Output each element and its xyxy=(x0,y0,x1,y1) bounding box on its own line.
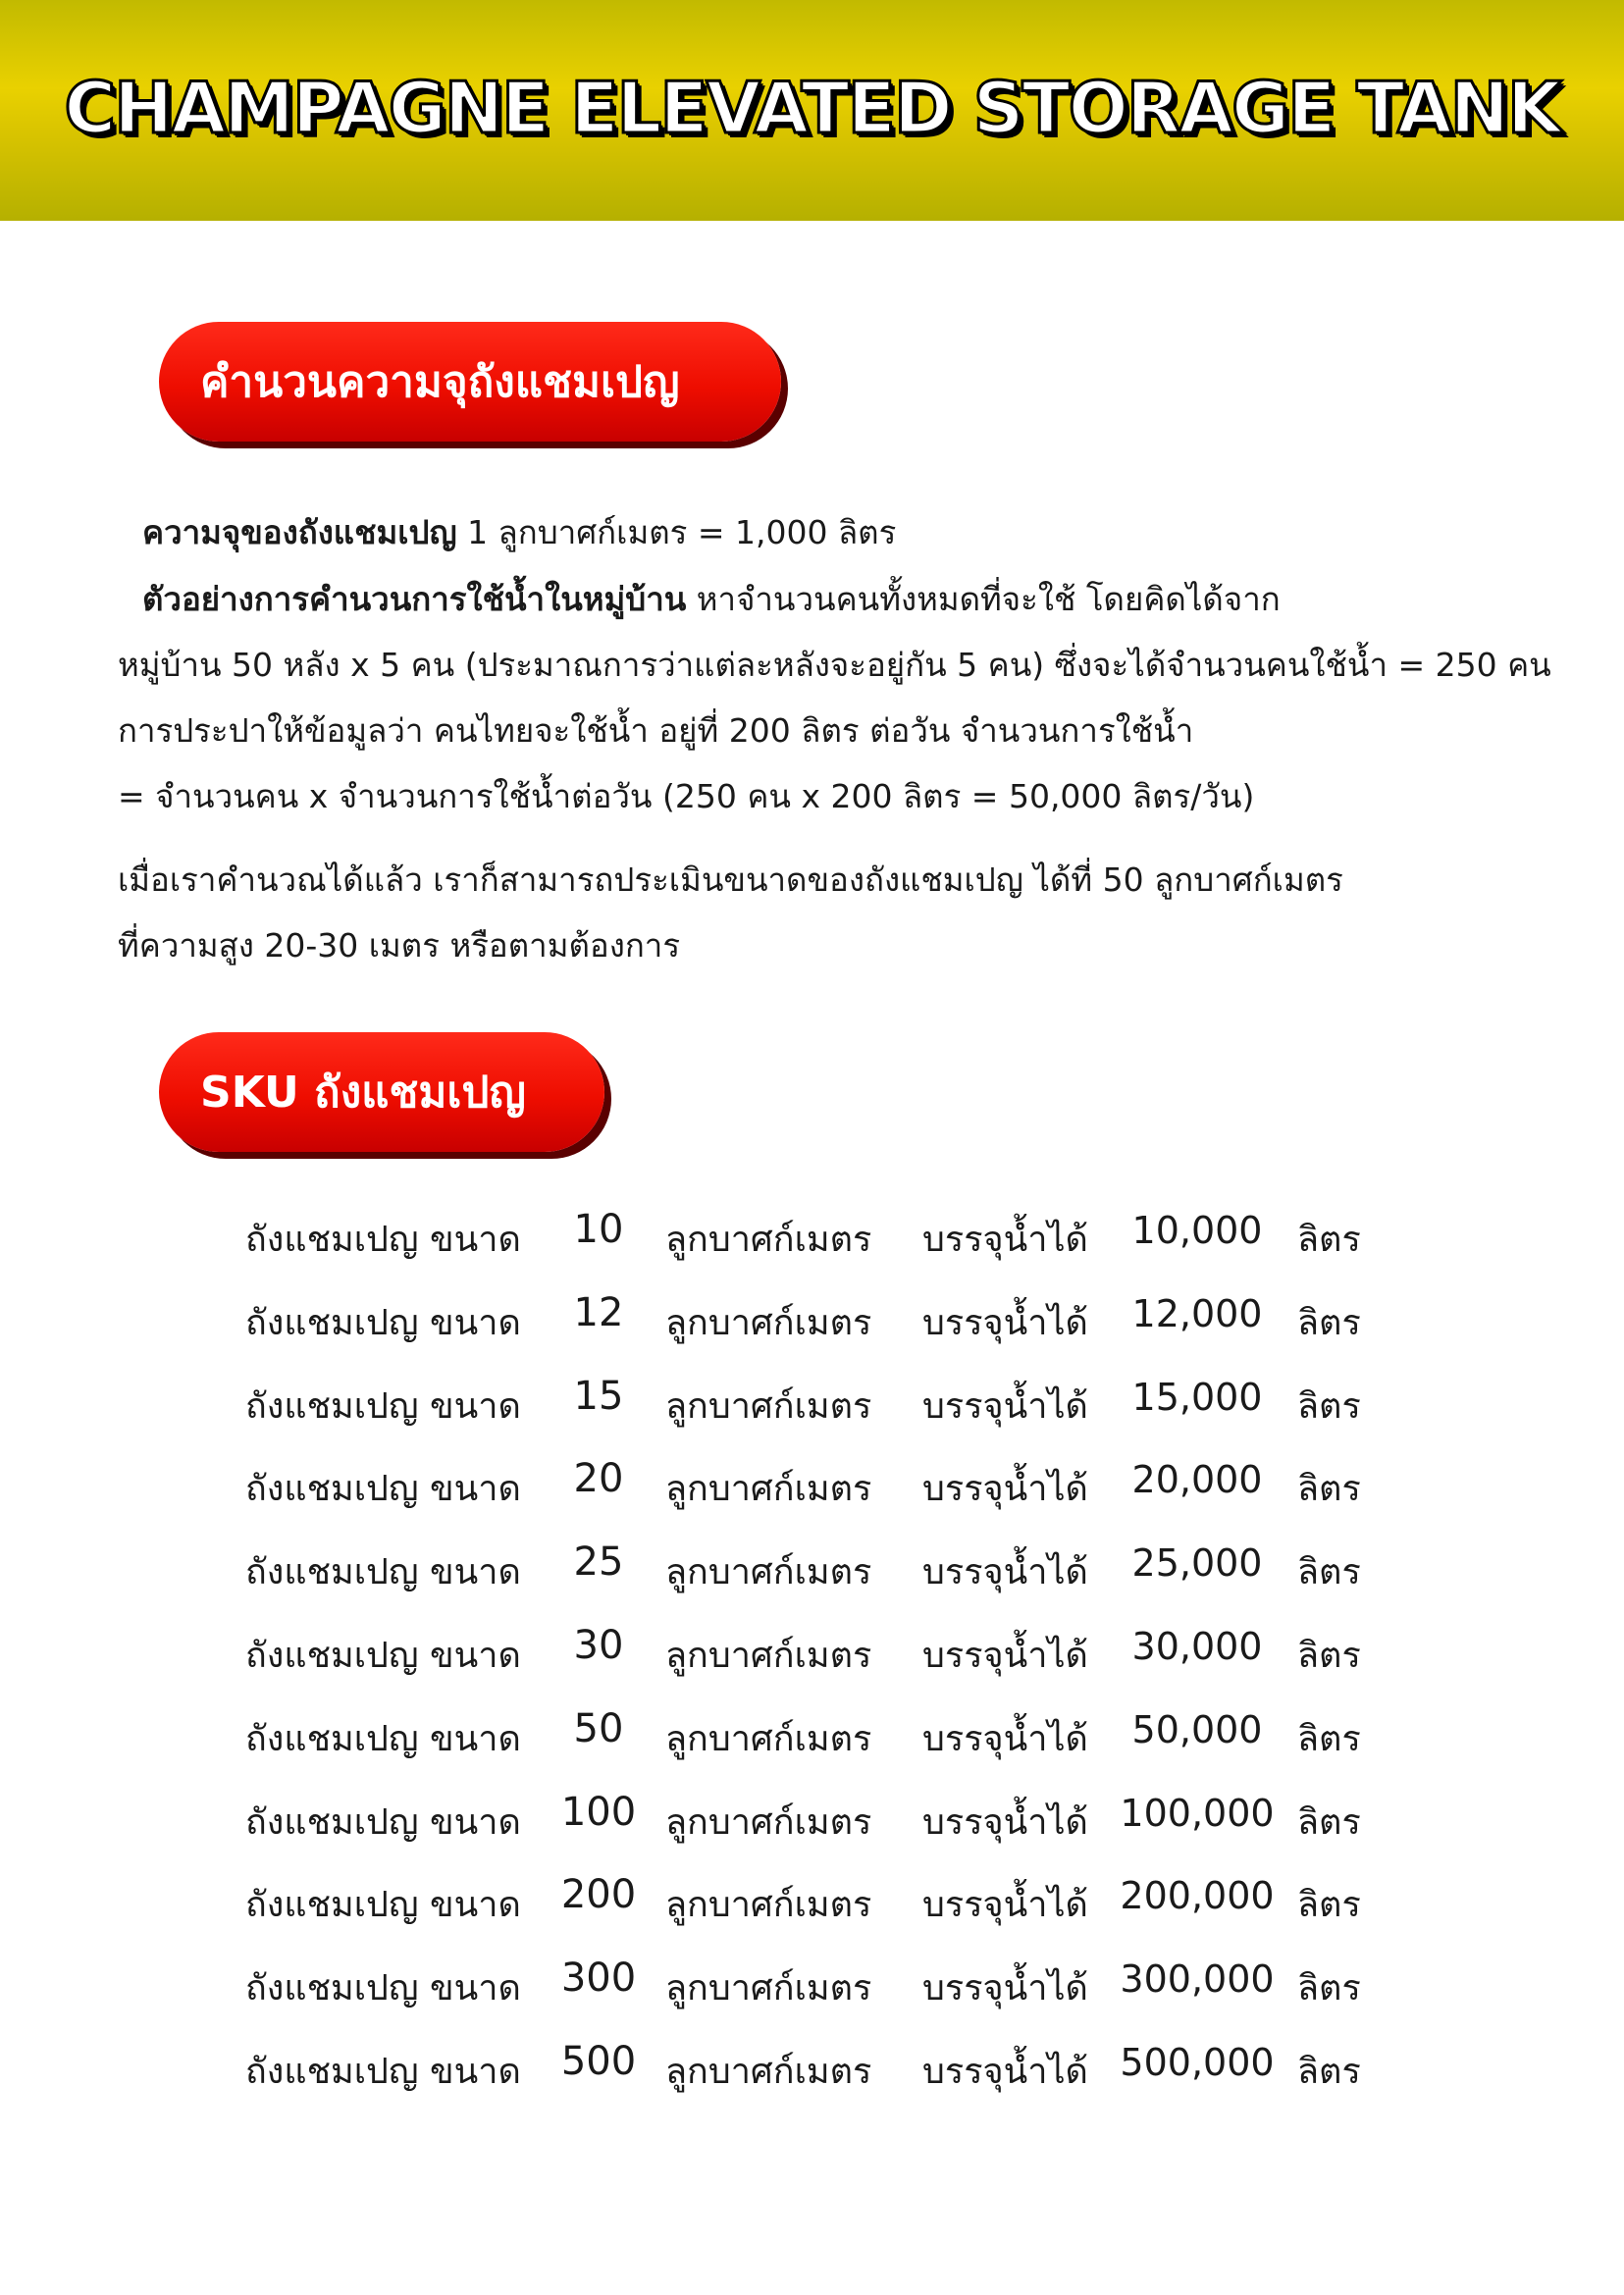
sku-size: 20 xyxy=(573,1456,624,1502)
sku-fill-label: บรรจุน้ำได้ xyxy=(922,1220,1088,1260)
sku-liter-unit: ลิตร xyxy=(1297,1385,1361,1427)
sku-row xyxy=(0,1207,1624,1260)
example-line-households: หมู่บ้าน 50 หลัง x 5 คน (ประมาณการว่าแต่ละหลังจะอยู่กัน 5 คน) ซึ่งจะได้จำนวนคนใช้น้ำ = 250 คน xyxy=(118,646,1551,684)
sku-size: 25 xyxy=(573,1539,624,1586)
example-intro-text: หาจำนวนคนทั้งหมดที่จะใช้ โดยคิดได้จาก xyxy=(686,580,1281,618)
sku-row xyxy=(0,1705,1624,1759)
sku-name: ถังแชมเปญ ขนาด xyxy=(245,1968,521,2009)
example-line-usage: การประปาให้ข้อมูลว่า คนไทยจะใช้น้ำ อยู่ที่ 200 ลิตร ต่อวัน จำนวนการใช้น้ำ xyxy=(118,711,1194,750)
sku-liter-unit: ลิตร xyxy=(1297,1801,1361,1843)
sku-capacity: 50,000 xyxy=(1131,1707,1263,1751)
sku-liter-unit: ลิตร xyxy=(1297,2052,1361,2092)
sku-capacity: 100,000 xyxy=(1120,1791,1275,1835)
sku-name: ถังแชมเปญ ขนาด xyxy=(245,1885,521,1926)
sku-row xyxy=(0,1456,1624,1510)
sku-name: ถังแชมเปญ ขนาด xyxy=(245,1302,521,1343)
sku-capacity: 12,000 xyxy=(1131,1291,1263,1335)
sku-fill-label: บรรจุน้ำได้ xyxy=(922,1302,1088,1343)
example-intro-label: ตัวอย่างการคำนวนการใช้น้ำในหมู่บ้าน xyxy=(142,580,687,618)
sku-size: 12 xyxy=(573,1289,624,1335)
sku-size: 10 xyxy=(573,1207,624,1252)
sku-capacity: 20,000 xyxy=(1131,1458,1263,1502)
sku-liter-unit: ลิตร xyxy=(1297,1718,1361,1759)
capacity-definition-value: 1 ลูกบาศก์เมตร = 1,000 ลิตร xyxy=(456,513,897,551)
conclusion-line-1: เมื่อเราคำนวณได้แล้ว เราก็สามารถประเมินขนาดของถังแชมเปญ ได้ที่ 50 ลูกบาศก์เมตร xyxy=(118,861,1343,899)
sku-name: ถังแชมเปญ ขนาด xyxy=(245,1469,521,1510)
sku-size: 50 xyxy=(573,1705,624,1751)
sku-liter-unit: ลิตร xyxy=(1297,1968,1361,2009)
sku-unit: ลูกบาศก์เมตร xyxy=(665,1801,872,1843)
sku-liter-unit: ลิตร xyxy=(1297,1469,1361,1510)
sku-size: 300 xyxy=(560,1956,637,2002)
sku-name: ถังแชมเปญ ขนาด xyxy=(245,1220,521,1260)
capacity-definition-line xyxy=(142,506,896,558)
sku-liter-unit: ลิตร xyxy=(1297,1552,1361,1593)
sku-name: ถังแชมเปญ ขนาด xyxy=(245,1801,521,1843)
sku-capacity: 25,000 xyxy=(1131,1541,1263,1586)
sku-size: 100 xyxy=(560,1789,637,1835)
sku-name: ถังแชมเปญ ขนาด xyxy=(245,1552,521,1593)
sku-fill-label: บรรจุน้ำได้ xyxy=(922,1385,1088,1427)
sku-unit: ลูกบาศก์เมตร xyxy=(665,1718,872,1759)
sku-fill-label: บรรจุน้ำได้ xyxy=(922,1968,1088,2009)
conclusion-line-2: ที่ความสูง 20-30 เมตร หรือตามต้องการ xyxy=(118,926,681,965)
sku-liter-unit: ลิตร xyxy=(1297,1885,1361,1926)
sku-row xyxy=(0,1789,1624,1843)
sku-name: ถังแชมเปญ ขนาด xyxy=(245,1385,521,1427)
sku-row xyxy=(0,1956,1624,2009)
capacity-definition-label: ความจุของถังแชมเปญ xyxy=(142,513,457,551)
sku-capacity: 15,000 xyxy=(1131,1375,1263,1419)
sku-fill-label: บรรจุน้ำได้ xyxy=(922,1636,1088,1676)
header-banner xyxy=(0,0,1624,221)
sku-fill-label: บรรจุน้ำได้ xyxy=(922,2052,1088,2092)
sku-fill-label: บรรจุน้ำได้ xyxy=(922,1718,1088,1759)
sku-capacity: 300,000 xyxy=(1120,1957,1275,2002)
sku-capacity: 30,000 xyxy=(1131,1625,1263,1668)
example-line-formula: = จำนวนคน x จำนวนการใช้น้ำต่อวัน (250 คน x 200 ลิตร = 50,000 ลิตร/วัน) xyxy=(118,777,1255,815)
sku-unit: ลูกบาศก์เมตร xyxy=(665,1636,872,1676)
section-heading-capacity: คำนวนความจุถังแชมเปญ xyxy=(159,322,781,442)
sku-row xyxy=(0,1623,1624,1676)
sku-capacity: 500,000 xyxy=(1120,2041,1275,2084)
sku-name: ถังแชมเปญ ขนาด xyxy=(245,1636,521,1676)
sku-fill-label: บรรจุน้ำได้ xyxy=(922,1552,1088,1593)
sku-liter-unit: ลิตร xyxy=(1297,1220,1361,1260)
sku-size: 200 xyxy=(560,1872,637,1918)
section-heading-sku: SKU ถังแชมเปญ xyxy=(159,1032,604,1152)
sku-size: 500 xyxy=(560,2039,637,2084)
sku-unit: ลูกบาศก์เมตร xyxy=(665,1885,872,1926)
sku-capacity: 200,000 xyxy=(1120,1874,1275,1918)
sku-name: ถังแชมเปญ ขนาด xyxy=(245,1718,521,1759)
sku-row xyxy=(0,1289,1624,1343)
sku-fill-label: บรรจุน้ำได้ xyxy=(922,1469,1088,1510)
sku-unit: ลูกบาศก์เมตร xyxy=(665,1385,872,1427)
sku-unit: ลูกบาศก์เมตร xyxy=(665,1469,872,1510)
sku-liter-unit: ลิตร xyxy=(1297,1636,1361,1676)
sku-row xyxy=(0,1872,1624,1926)
sku-unit: ลูกบาศก์เมตร xyxy=(665,1968,872,2009)
sku-fill-label: บรรจุน้ำได้ xyxy=(922,1801,1088,1843)
sku-row xyxy=(0,2039,1624,2092)
sku-row xyxy=(0,1539,1624,1593)
sku-name: ถังแชมเปญ ขนาด xyxy=(245,2052,521,2092)
sku-fill-label: บรรจุน้ำได้ xyxy=(922,1885,1088,1926)
sku-row xyxy=(0,1373,1624,1427)
page-title: CHAMPAGNE ELEVATED STORAGE TANK xyxy=(64,67,1560,149)
sku-unit: ลูกบาศก์เมตร xyxy=(665,1552,872,1593)
sku-size: 15 xyxy=(573,1373,624,1419)
sku-liter-unit: ลิตร xyxy=(1297,1302,1361,1343)
sku-unit: ลูกบาศก์เมตร xyxy=(665,1302,872,1343)
sku-capacity: 10,000 xyxy=(1131,1209,1263,1252)
sku-unit: ลูกบาศก์เมตร xyxy=(665,1220,872,1260)
example-intro-line xyxy=(142,573,1281,625)
sku-unit: ลูกบาศก์เมตร xyxy=(665,2052,872,2092)
sku-size: 30 xyxy=(573,1623,624,1668)
